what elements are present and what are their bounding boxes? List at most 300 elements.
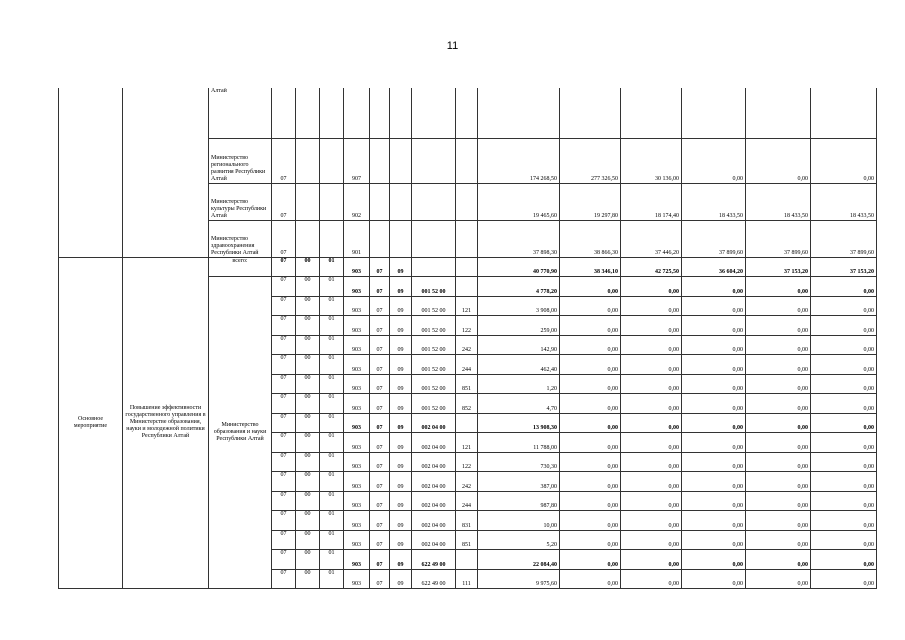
code-cell: 00 — [296, 296, 320, 316]
amount-cell: 0,00 — [621, 413, 682, 433]
amount-cell: 0,00 — [560, 394, 621, 414]
code-cell: 002 04 00 — [412, 472, 456, 492]
code-cell: 002 04 00 — [412, 452, 456, 472]
amount-cell: 0,00 — [682, 316, 746, 336]
amount-cell: 4,70 — [478, 394, 560, 414]
amount-cell: 0,00 — [560, 550, 621, 570]
amount-cell: 0,00 — [682, 394, 746, 414]
code-cell: 001 52 00 — [412, 374, 456, 394]
amount-cell: 462,40 — [478, 355, 560, 375]
code-cell — [370, 138, 390, 183]
amount-cell: 0,00 — [621, 511, 682, 531]
amount-cell: 36 604,20 — [682, 257, 746, 277]
code-cell: 122 — [456, 316, 478, 336]
code-cell: 244 — [456, 491, 478, 511]
code-cell: 001 52 00 — [412, 277, 456, 297]
code-cell: 244 — [456, 355, 478, 375]
amount-cell: 0,00 — [746, 374, 811, 394]
amount-cell: 0,00 — [560, 433, 621, 453]
code-cell: 01 — [320, 257, 344, 277]
code-cell: 01 — [320, 491, 344, 511]
code-cell — [456, 183, 478, 220]
code-cell: 002 04 00 — [412, 413, 456, 433]
code-cell: 07 — [370, 374, 390, 394]
amount-cell: 0,00 — [811, 550, 877, 570]
amount-cell: 277 326,50 — [560, 138, 621, 183]
code-cell: 903 — [344, 335, 370, 355]
amount-cell: 0,00 — [682, 569, 746, 589]
section-type: Основное мероприятие — [59, 257, 123, 589]
amount-cell: 0,00 — [621, 316, 682, 336]
code-cell: 09 — [390, 530, 412, 550]
amount-cell: 0,00 — [811, 511, 877, 531]
amount-cell: 0,00 — [746, 277, 811, 297]
amount-cell: 0,00 — [621, 472, 682, 492]
code-cell — [296, 220, 320, 257]
code-cell: 07 — [272, 394, 296, 414]
code-cell: 09 — [390, 355, 412, 375]
code-cell: 09 — [390, 316, 412, 336]
code-cell: 002 04 00 — [412, 511, 456, 531]
code-cell: 001 52 00 — [412, 355, 456, 375]
code-cell: 00 — [296, 511, 320, 531]
code-cell: 07 — [272, 183, 296, 220]
code-cell — [456, 88, 478, 138]
amount-cell: 0,00 — [811, 491, 877, 511]
code-cell: 903 — [344, 491, 370, 511]
amount-cell: 19 297,80 — [560, 183, 621, 220]
code-cell: 903 — [344, 394, 370, 414]
code-cell: 01 — [320, 413, 344, 433]
code-cell: 831 — [456, 511, 478, 531]
code-cell: 07 — [272, 491, 296, 511]
amount-cell: 0,00 — [621, 491, 682, 511]
code-cell: 903 — [344, 550, 370, 570]
code-cell: 00 — [296, 452, 320, 472]
code-cell: 01 — [320, 433, 344, 453]
amount-cell: 42 725,50 — [621, 257, 682, 277]
code-cell: 07 — [272, 569, 296, 589]
code-cell — [456, 220, 478, 257]
code-cell: 001 52 00 — [412, 316, 456, 336]
page-number: 11 — [446, 40, 459, 52]
code-cell: 902 — [344, 183, 370, 220]
code-cell: 07 — [272, 138, 296, 183]
code-cell: 07 — [272, 530, 296, 550]
code-cell: 07 — [370, 530, 390, 550]
amount-cell: 0,00 — [621, 355, 682, 375]
code-cell: 622 49 00 — [412, 569, 456, 589]
code-cell: 121 — [456, 433, 478, 453]
code-cell — [390, 88, 412, 138]
amount-cell: 0,00 — [621, 374, 682, 394]
org-name: Министерство культуры Республики Алтай — [209, 183, 272, 220]
org-name: Министерство регионального развития Республики Алтай — [209, 138, 272, 183]
amount-cell: 1,20 — [478, 374, 560, 394]
amount-cell: 0,00 — [811, 296, 877, 316]
amount-cell: 0,00 — [682, 277, 746, 297]
code-cell: 09 — [390, 569, 412, 589]
code-cell: 00 — [296, 374, 320, 394]
code-cell: 00 — [296, 355, 320, 375]
code-cell: 00 — [296, 335, 320, 355]
amount-cell: 38 866,30 — [560, 220, 621, 257]
code-cell: 00 — [296, 491, 320, 511]
code-cell: 07 — [370, 394, 390, 414]
amount-cell: 0,00 — [811, 452, 877, 472]
amount-cell: 0,00 — [682, 355, 746, 375]
code-cell: 07 — [370, 277, 390, 297]
code-cell: 01 — [320, 316, 344, 336]
code-cell: 00 — [296, 394, 320, 414]
amount-cell: 11 788,00 — [478, 433, 560, 453]
code-cell: 851 — [456, 530, 478, 550]
code-cell: 09 — [390, 511, 412, 531]
code-cell: 01 — [320, 296, 344, 316]
amount-cell: 40 770,90 — [478, 257, 560, 277]
code-cell: 07 — [370, 472, 390, 492]
code-cell: 01 — [320, 569, 344, 589]
code-cell: 01 — [320, 452, 344, 472]
amount-cell: 0,00 — [560, 569, 621, 589]
code-cell: 09 — [390, 491, 412, 511]
code-cell — [456, 277, 478, 297]
code-cell — [370, 183, 390, 220]
code-cell: 002 04 00 — [412, 491, 456, 511]
code-cell: 07 — [272, 220, 296, 257]
code-cell: 07 — [370, 257, 390, 277]
code-cell: 00 — [296, 413, 320, 433]
amount-cell: 37 153,20 — [746, 257, 811, 277]
amount-cell: 13 908,30 — [478, 413, 560, 433]
amount-cell: 18 433,50 — [682, 183, 746, 220]
amount-cell: 18 174,40 — [621, 183, 682, 220]
code-cell — [412, 88, 456, 138]
amount-cell: 0,00 — [682, 452, 746, 472]
code-cell: 907 — [344, 138, 370, 183]
amount-cell: 0,00 — [682, 530, 746, 550]
amount-cell — [746, 88, 811, 138]
code-cell: 001 52 00 — [412, 296, 456, 316]
code-cell: 07 — [370, 316, 390, 336]
code-cell — [390, 220, 412, 257]
code-cell: 903 — [344, 257, 370, 277]
code-cell: 903 — [344, 569, 370, 589]
amount-cell: 0,00 — [560, 277, 621, 297]
code-cell — [272, 88, 296, 138]
amount-cell: 0,00 — [682, 472, 746, 492]
budget-table — [58, 88, 877, 589]
code-cell: 07 — [272, 511, 296, 531]
amount-cell: 0,00 — [560, 511, 621, 531]
amount-cell: 0,00 — [746, 530, 811, 550]
code-cell: 001 52 00 — [412, 394, 456, 414]
amount-cell: 9 975,60 — [478, 569, 560, 589]
code-cell: 07 — [272, 472, 296, 492]
code-cell — [412, 220, 456, 257]
code-cell: 903 — [344, 296, 370, 316]
amount-cell: 0,00 — [560, 335, 621, 355]
amount-cell: 0,00 — [560, 530, 621, 550]
amount-cell: 0,00 — [746, 413, 811, 433]
amount-cell: 0,00 — [811, 530, 877, 550]
code-cell: 07 — [272, 413, 296, 433]
code-cell: 121 — [456, 296, 478, 316]
code-cell — [456, 257, 478, 277]
code-cell: 01 — [320, 355, 344, 375]
code-cell: 242 — [456, 472, 478, 492]
code-cell: 901 — [344, 220, 370, 257]
amount-cell: 0,00 — [682, 138, 746, 183]
code-cell: 09 — [390, 550, 412, 570]
code-cell: 903 — [344, 511, 370, 531]
amount-cell: 0,00 — [560, 491, 621, 511]
amount-cell: 0,00 — [621, 433, 682, 453]
amount-cell: 0,00 — [811, 138, 877, 183]
amount-cell: 0,00 — [621, 394, 682, 414]
amount-cell — [682, 88, 746, 138]
ministry-name: Министерство образования и науки Республики Алтай — [209, 277, 272, 589]
code-cell — [456, 550, 478, 570]
amount-cell: 0,00 — [682, 491, 746, 511]
amount-cell: 0,00 — [746, 138, 811, 183]
code-cell: 01 — [320, 277, 344, 297]
amount-cell: 18 433,50 — [746, 183, 811, 220]
code-cell: 09 — [390, 452, 412, 472]
amount-cell: 30 136,00 — [621, 138, 682, 183]
amount-cell: 259,00 — [478, 316, 560, 336]
code-cell: 07 — [272, 257, 296, 277]
code-cell — [456, 413, 478, 433]
amount-cell: 37 899,60 — [746, 220, 811, 257]
code-cell: 903 — [344, 433, 370, 453]
amount-cell: 37 898,30 — [478, 220, 560, 257]
code-cell: 07 — [272, 374, 296, 394]
code-cell: 903 — [344, 530, 370, 550]
code-cell: 07 — [370, 413, 390, 433]
code-cell — [296, 88, 320, 138]
code-cell: 01 — [320, 374, 344, 394]
code-cell: 00 — [296, 433, 320, 453]
amount-cell: 0,00 — [811, 569, 877, 589]
code-cell: 122 — [456, 452, 478, 472]
amount-cell: 37 446,20 — [621, 220, 682, 257]
code-cell: 852 — [456, 394, 478, 414]
amount-cell: 0,00 — [560, 316, 621, 336]
amount-cell: 0,00 — [811, 316, 877, 336]
code-cell: 09 — [390, 335, 412, 355]
amount-cell: 0,00 — [746, 394, 811, 414]
amount-cell: 0,00 — [621, 335, 682, 355]
amount-cell: 0,00 — [811, 472, 877, 492]
code-cell: 07 — [272, 452, 296, 472]
code-cell: 002 04 00 — [412, 433, 456, 453]
code-cell: 01 — [320, 335, 344, 355]
code-cell: 07 — [272, 335, 296, 355]
code-cell: 622 49 00 — [412, 550, 456, 570]
code-cell: 07 — [370, 550, 390, 570]
amount-cell: 0,00 — [621, 296, 682, 316]
code-cell: 111 — [456, 569, 478, 589]
code-cell: 07 — [370, 433, 390, 453]
code-cell: 09 — [390, 433, 412, 453]
code-cell: 07 — [370, 296, 390, 316]
amount-cell: 0,00 — [811, 394, 877, 414]
code-cell — [344, 88, 370, 138]
org-name: Министерство здравоохранения Республики Алтай — [209, 220, 272, 257]
code-cell: 00 — [296, 569, 320, 589]
amount-cell: 0,00 — [746, 472, 811, 492]
amount-cell: 0,00 — [682, 413, 746, 433]
code-cell: 07 — [272, 550, 296, 570]
code-cell — [370, 88, 390, 138]
code-cell: 01 — [320, 550, 344, 570]
code-cell — [296, 138, 320, 183]
amount-cell: 37 899,60 — [682, 220, 746, 257]
code-cell — [412, 138, 456, 183]
code-cell: 09 — [390, 277, 412, 297]
amount-cell: 0,00 — [746, 316, 811, 336]
prev-name-cell — [123, 88, 209, 257]
code-cell: 09 — [390, 413, 412, 433]
code-cell — [296, 183, 320, 220]
total-label: всего: — [209, 257, 272, 277]
code-cell: 00 — [296, 550, 320, 570]
code-cell: 09 — [390, 394, 412, 414]
amount-cell: 0,00 — [746, 550, 811, 570]
amount-cell: 0,00 — [811, 433, 877, 453]
code-cell: 07 — [370, 355, 390, 375]
code-cell: 903 — [344, 316, 370, 336]
amount-cell: 0,00 — [560, 413, 621, 433]
code-cell: 903 — [344, 277, 370, 297]
code-cell: 001 52 00 — [412, 335, 456, 355]
amount-cell: 0,00 — [746, 355, 811, 375]
amount-cell: 0,00 — [560, 374, 621, 394]
code-cell — [390, 138, 412, 183]
code-cell: 07 — [272, 316, 296, 336]
amount-cell: 0,00 — [746, 335, 811, 355]
amount-cell: 0,00 — [560, 355, 621, 375]
code-cell: 903 — [344, 413, 370, 433]
amount-cell: 4 778,20 — [478, 277, 560, 297]
amount-cell: 0,00 — [811, 335, 877, 355]
code-cell: 07 — [370, 569, 390, 589]
prev-type-cell — [59, 88, 123, 257]
amount-cell: 0,00 — [746, 511, 811, 531]
amount-cell: 0,00 — [682, 374, 746, 394]
code-cell: 242 — [456, 335, 478, 355]
amount-cell: 0,00 — [746, 296, 811, 316]
amount-cell: 0,00 — [811, 413, 877, 433]
amount-cell: 22 084,40 — [478, 550, 560, 570]
amount-cell: 0,00 — [682, 335, 746, 355]
amount-cell: 0,00 — [682, 433, 746, 453]
code-cell: 851 — [456, 374, 478, 394]
amount-cell: 18 433,50 — [811, 183, 877, 220]
amount-cell: 0,00 — [811, 277, 877, 297]
amount-cell: 37 153,20 — [811, 257, 877, 277]
code-cell: 09 — [390, 374, 412, 394]
amount-cell: 0,00 — [621, 530, 682, 550]
code-cell — [320, 220, 344, 257]
amount-cell: 0,00 — [621, 452, 682, 472]
amount-cell: 0,00 — [621, 569, 682, 589]
amount-cell — [478, 88, 560, 138]
code-cell: 00 — [296, 257, 320, 277]
amount-cell: 174 268,50 — [478, 138, 560, 183]
code-cell: 07 — [370, 491, 390, 511]
code-cell: 07 — [272, 355, 296, 375]
code-cell: 07 — [370, 452, 390, 472]
code-cell: 00 — [296, 277, 320, 297]
code-cell: 00 — [296, 472, 320, 492]
amount-cell: 0,00 — [682, 511, 746, 531]
amount-cell: 0,00 — [682, 550, 746, 570]
amount-cell — [811, 88, 877, 138]
org-name: Алтай — [209, 88, 272, 138]
code-cell: 07 — [272, 277, 296, 297]
code-cell — [412, 257, 456, 277]
code-cell: 01 — [320, 530, 344, 550]
amount-cell: 0,00 — [560, 452, 621, 472]
code-cell — [320, 138, 344, 183]
amount-cell: 5,20 — [478, 530, 560, 550]
code-cell: 903 — [344, 472, 370, 492]
amount-cell: 0,00 — [746, 452, 811, 472]
amount-cell: 387,00 — [478, 472, 560, 492]
amount-cell: 38 346,10 — [560, 257, 621, 277]
code-cell: 07 — [272, 296, 296, 316]
amount-cell: 10,00 — [478, 511, 560, 531]
amount-cell: 0,00 — [682, 296, 746, 316]
amount-cell: 0,00 — [746, 433, 811, 453]
amount-cell: 0,00 — [560, 296, 621, 316]
code-cell — [320, 183, 344, 220]
code-cell: 903 — [344, 374, 370, 394]
table-row-total — [59, 257, 877, 277]
amount-cell — [560, 88, 621, 138]
code-cell: 09 — [390, 296, 412, 316]
code-cell: 09 — [390, 472, 412, 492]
code-cell: 002 04 00 — [412, 530, 456, 550]
code-cell — [412, 183, 456, 220]
code-cell: 01 — [320, 472, 344, 492]
code-cell: 09 — [390, 257, 412, 277]
code-cell: 00 — [296, 316, 320, 336]
section-name: Повышение эффективности государственного управления в Министерстве образования, науки и молодежной политики Республики Алтай — [123, 257, 209, 589]
code-cell: 07 — [370, 335, 390, 355]
code-cell — [390, 183, 412, 220]
amount-cell: 730,30 — [478, 452, 560, 472]
code-cell: 00 — [296, 530, 320, 550]
amount-cell: 0,00 — [621, 550, 682, 570]
amount-cell: 142,90 — [478, 335, 560, 355]
code-cell: 07 — [370, 511, 390, 531]
amount-cell: 0,00 — [811, 355, 877, 375]
code-cell: 07 — [272, 433, 296, 453]
code-cell: 903 — [344, 452, 370, 472]
amount-cell: 0,00 — [746, 491, 811, 511]
amount-cell: 0,00 — [811, 374, 877, 394]
amount-cell: 0,00 — [560, 472, 621, 492]
amount-cell: 19 465,60 — [478, 183, 560, 220]
amount-cell — [621, 88, 682, 138]
amount-cell: 0,00 — [746, 569, 811, 589]
amount-cell: 3 908,00 — [478, 296, 560, 316]
code-cell: 903 — [344, 355, 370, 375]
code-cell: 01 — [320, 511, 344, 531]
